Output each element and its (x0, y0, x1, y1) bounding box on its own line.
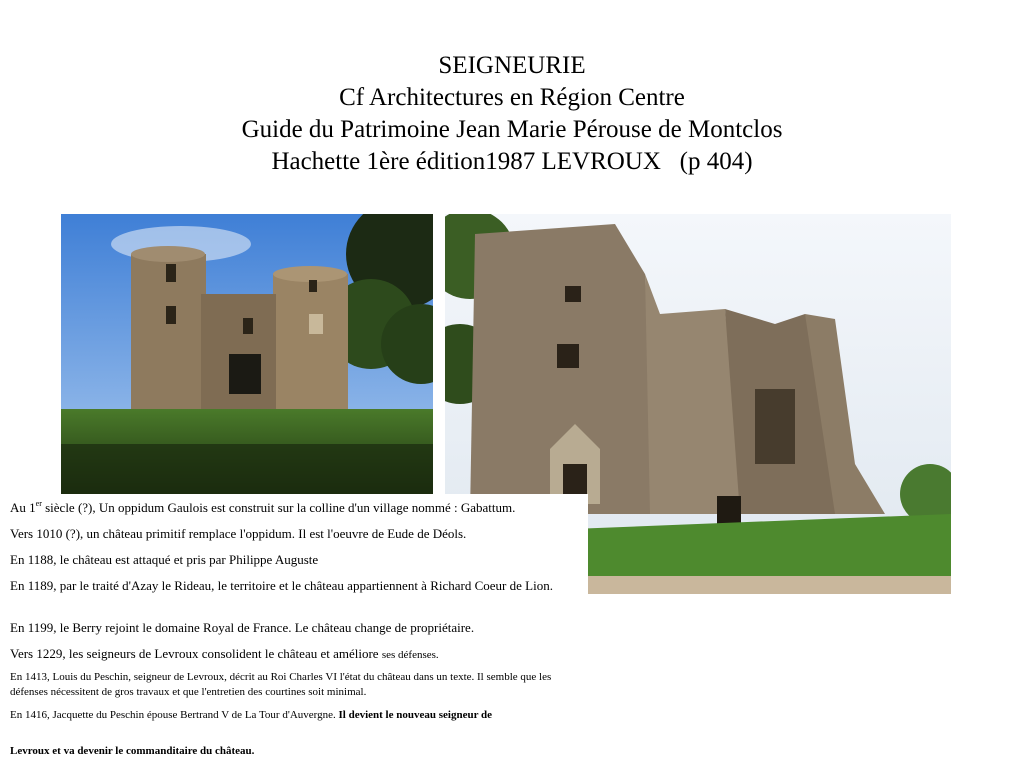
history-paragraph-7: En 1413, Louis du Peschin, seigneur de Levroux, décrit au Roi Charles VI l'état du château dans un texte. Il semble que les défenses nécessitent de gros travaux et que l'entretien des courtines soit minimal. (10, 671, 552, 698)
history-paragraph-8 (10, 708, 580, 723)
p1-pre: Au 1 (10, 500, 36, 515)
history-paragraph-5: En 1199, le Berry rejoint le domaine Royal de France. Le château change de propriétaire. (10, 620, 475, 635)
history-paragraph-1 (10, 500, 580, 516)
title-line-1: SEIGNEURIE (438, 52, 586, 79)
p8-normal: En 1416, Jacquette du Peschin épouse Bertrand V de La Tour d'Auvergne. (10, 709, 339, 721)
p6-small: ses défenses. (381, 649, 439, 661)
p8-bold: Il devient le nouveau seigneur de (338, 709, 493, 721)
history-paragraph-6 (10, 646, 580, 663)
title-line-4: Hachette 1ère édition1987 LEVROUX (p 404) (271, 148, 753, 175)
title-line-2: Cf Architectures en Région Centre (339, 84, 685, 111)
history-paragraph-2: Vers 1010 (?), un château primitif remplace l'oppidum. Il est l'oeuvre de Eude de Déols. (10, 526, 467, 541)
p6-main: Vers 1229, les seigneurs de Levroux consolident le château et améliore (10, 646, 382, 661)
history-paragraph-9: Levroux et va devenir le commanditaire du château. (10, 745, 255, 757)
history-paragraph-4: En 1189, par le traité d'Azay le Rideau, le territoire et le château appartiennent à Richard Coeur de Lion. (10, 578, 553, 593)
title-line-3: Guide du Patrimoine Jean Marie Pérouse de Montclos (241, 116, 783, 143)
castle-gatehouse-photo (61, 214, 433, 494)
history-paragraph-3: En 1188, le château est attaqué et pris par Philippe Auguste (10, 552, 319, 567)
history-text-panel (0, 494, 588, 768)
page-title (0, 50, 1024, 178)
p1-post: siècle (?), Un oppidum Gaulois est construit sur la colline d'un village nommé : Gabattum. (41, 500, 516, 515)
p1-superscript: er (35, 499, 42, 508)
